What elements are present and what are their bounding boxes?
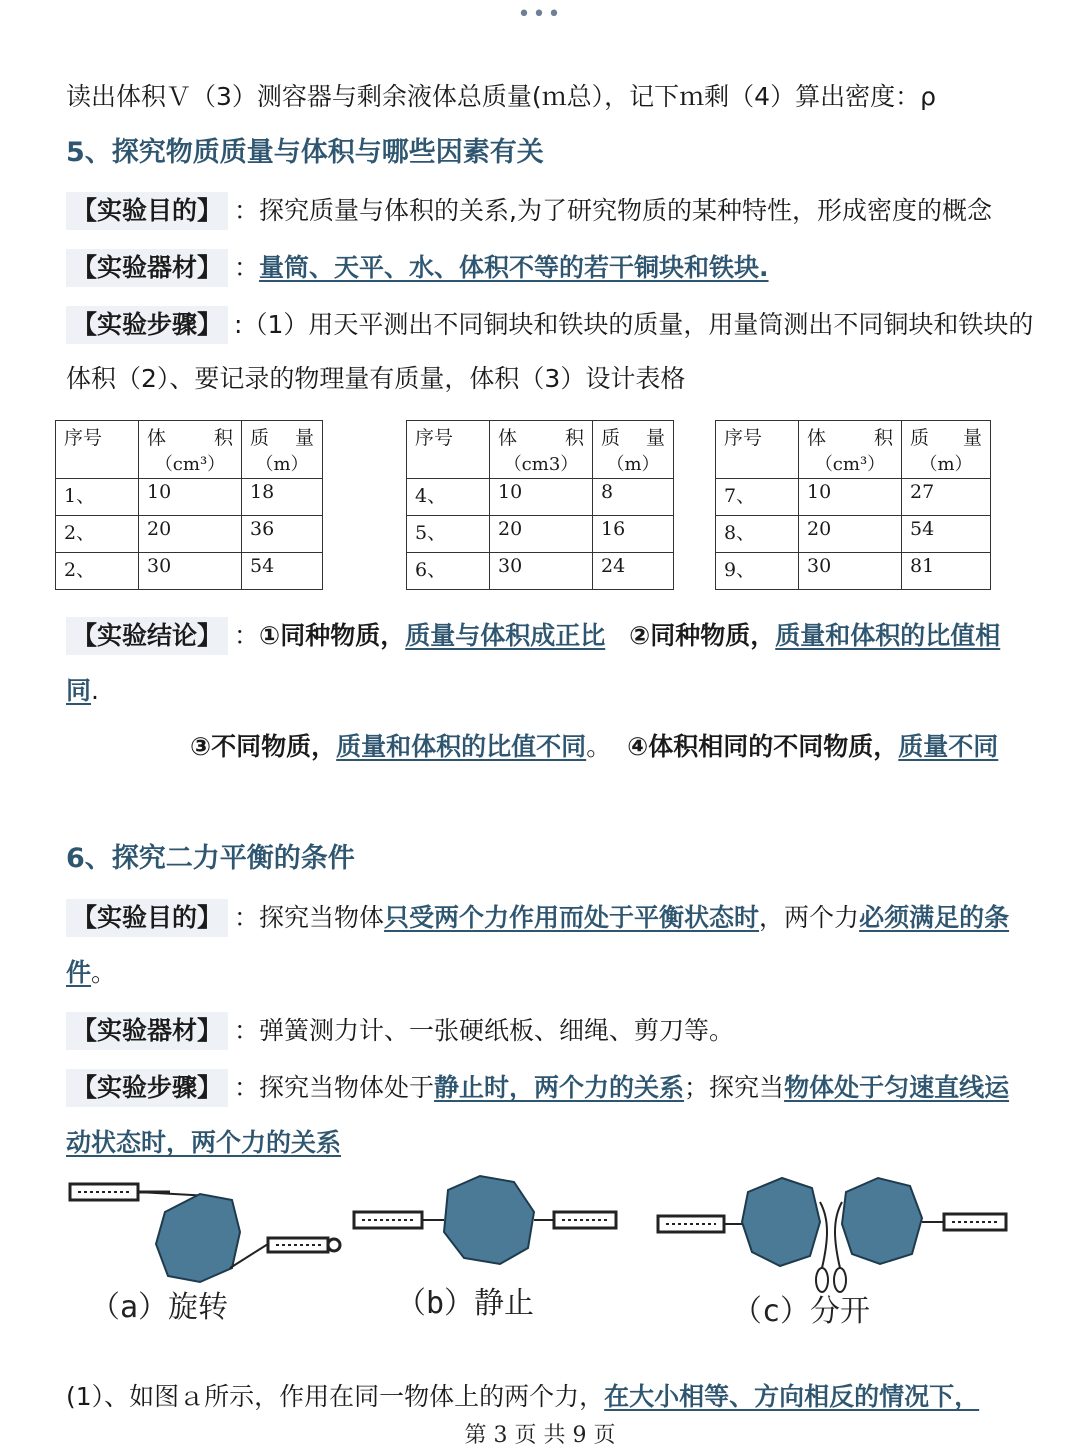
spring-scale-icon [944,1214,1006,1230]
col-header-volume: 体 积 （cm³） [139,421,242,479]
sec6-purpose: 【实验目的】 ：探究当物体只受两个力作用而处于平衡状态时，两个力必须满足的条 [66,899,1009,937]
intro-text: 读出体积Ｖ（3）测容器与剩余液体总质量(ｍ总），记下ｍ剩（4）算出密度：ρ [66,82,936,111]
conclusion-2-key: 质量和体积的比值相 [775,621,1001,650]
table-row: 2、 30 54 [56,553,323,590]
sec5-conclusion-2: ③不同物质，质量和体积的比值不同。 ④体积相同的不同物质，质量不同 [190,732,999,761]
purpose-tag: 【实验目的】 [66,192,228,230]
col-header-index: 序号 [716,421,799,479]
card-blob-icon [742,1178,820,1266]
sec5-steps [66,306,1033,344]
steps-text-1: :（1）用天平测出不同铜块和铁块的质量，用量筒测出不同铜块和铁块的 [234,310,1034,339]
spring-scale-icon [658,1216,724,1232]
data-table-3 [715,420,991,590]
table-row: 8、 20 54 [716,516,991,553]
sec6-steps-cont: 动状态时，两个力的关系 [66,1128,342,1157]
sec5-conclusion-cont: 同. [66,676,99,705]
table-row: 9、 30 81 [716,553,991,590]
conclusion-4-lead: ④体积相同的不同物质， [627,732,899,761]
table-row: 1、 10 18 [56,479,323,516]
col-header-mass: 质 量 （m） [593,421,674,479]
table-row: 4、 10 8 [407,479,674,516]
sec5-conclusion: 【实验结论】 ：①同种物质，质量与体积成正比 ②同种物质，质量和体积的比值相 [66,617,1000,655]
steps-tag: 【实验步骤】 [66,306,228,344]
col-header-index: 序号 [407,421,490,479]
table-row: 2、 20 36 [56,516,323,553]
sec6-equipment [66,1012,734,1050]
more-dots-icon[interactable]: ••• [517,2,563,27]
purpose-text: ：探究质量与体积的关系,为了研究物质的某种特性，形成密度的概念 [234,196,992,225]
sec5-purpose [66,192,992,230]
sec6-purpose-cont: 件。 [66,958,117,987]
intro-line [66,80,936,114]
equipment-tag: 【实验器材】 [66,1012,228,1050]
conclusion-4-key: 质量不同 [898,732,999,761]
sec6-last-line: (1）、如图ａ所示，作用在同一物体上的两个力，在大小相等、方向相反的情况下， [66,1382,980,1411]
table-row: 5、 20 16 [407,516,674,553]
table-row: 6、 30 24 [407,553,674,590]
page-footer: 第 3 页 共 9 页 [464,1423,616,1448]
equipment-text: ：弹簧测力计、一张硬纸板、细绳、剪刀等。 [234,1016,735,1045]
caption-c: （c）分开 [732,1294,871,1329]
spring-scale-icon [354,1212,422,1228]
col-header-mass: 质 量 （m） [242,421,323,479]
conclusion-1-key: 质量与体积成正比 [405,621,606,650]
caption-b: （b）静止 [396,1286,535,1321]
equip-sep: ： [234,253,260,282]
col-header-volume: 体 积 （cm3） [490,421,593,479]
card-blob-icon [156,1194,240,1282]
col-header-mass: 质 量 （m） [902,421,991,479]
caption-a: （a）旋转 [90,1290,229,1325]
sec6-steps: 【实验步骤】 ：探究当物体处于静止时，两个力的关系；探究当物体处于匀速直线运 [66,1069,1009,1107]
spring-scale-icon [554,1212,616,1228]
conclusion-tag: 【实验结论】 [66,617,228,655]
col-header-volume: 体 积 （cm³） [799,421,902,479]
conclusion-2-lead: ②同种物质， [629,621,776,650]
conclusion-3-key: 质量和体积的比值不同 [336,732,587,761]
table-row: 7、 10 27 [716,479,991,516]
section6-title: 6、探究二力平衡的条件 [66,843,355,874]
section5-title: 5、探究物质质量与体积与哪些因素有关 [66,137,544,168]
sec5-steps-cont: 体积（2）、要记录的物理量有质量，体积（3）设计表格 [66,364,686,393]
scissors-icon [816,1202,846,1292]
steps-tag: 【实验步骤】 [66,1069,228,1107]
conclusion-3-lead: ③不同物质， [190,732,337,761]
equipment-tag: 【实验器材】 [66,249,228,287]
spring-scale-icon [268,1238,340,1252]
card-blob-icon [842,1178,922,1264]
purpose-tag: 【实验目的】 [66,899,228,937]
card-blob-icon [444,1176,534,1264]
conclusion-1-lead: ①同种物质， [259,621,406,650]
data-table-2 [406,420,674,590]
data-table-1 [55,420,323,590]
col-header-index: 序号 [56,421,139,479]
sec5-equipment [66,249,769,287]
equipment-text: 量筒、天平、水、体积不等的若干铜块和铁块. [259,253,769,282]
